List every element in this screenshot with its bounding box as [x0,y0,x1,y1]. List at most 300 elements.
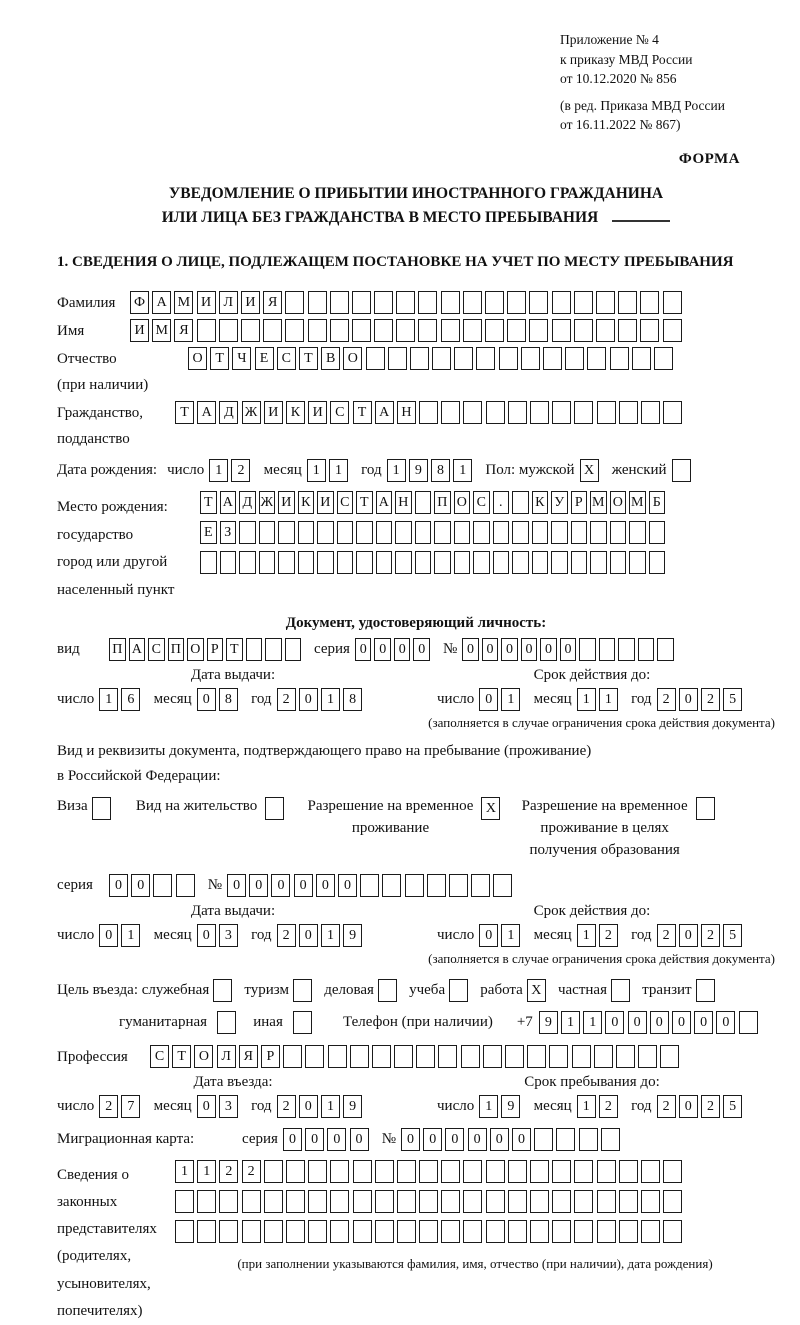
char-cell[interactable]: С [337,491,354,514]
char-cell[interactable] [579,638,596,661]
char-cell[interactable] [594,1045,613,1068]
char-cell[interactable]: Е [255,347,274,370]
char-cell[interactable] [153,874,172,897]
char-cell[interactable] [663,291,682,314]
char-cell[interactable]: 0 [299,1095,318,1118]
char-cell[interactable] [265,797,284,820]
purpose-study-checkbox[interactable] [449,979,471,1002]
char-cell[interactable]: Л [217,1045,236,1068]
purpose-work-checkbox[interactable] [527,979,549,1002]
char-cell[interactable]: 1 [321,688,340,711]
char-cell[interactable]: П [168,638,185,661]
char-cell[interactable] [619,401,638,424]
char-cell[interactable]: Н [395,491,412,514]
birth-day-cells[interactable] [209,459,253,482]
citizenship-cells[interactable] [175,401,685,424]
char-cell[interactable] [352,319,371,342]
doc-series-cells[interactable] [355,638,433,661]
purpose-transit-checkbox[interactable] [696,979,718,1002]
char-cell[interactable] [286,1160,305,1183]
char-cell[interactable]: 2 [277,1095,296,1118]
char-cell[interactable] [360,874,379,897]
char-cell[interactable]: 2 [277,688,296,711]
char-cell[interactable]: 0 [283,1128,302,1151]
char-cell[interactable]: 0 [299,924,318,947]
char-cell[interactable] [239,551,256,574]
char-cell[interactable] [356,551,373,574]
char-cell[interactable]: О [187,638,204,661]
residence-number-cells[interactable] [227,874,515,897]
char-cell[interactable] [463,1220,482,1243]
sex-male-checkbox[interactable] [580,459,602,482]
char-cell[interactable] [552,319,571,342]
char-cell[interactable] [305,1045,324,1068]
char-cell[interactable]: Я [239,1045,258,1068]
char-cell[interactable] [530,1190,549,1213]
char-cell[interactable]: Ж [242,401,261,424]
char-cell[interactable]: 0 [423,1128,442,1151]
char-cell[interactable]: 8 [431,459,450,482]
char-cell[interactable] [508,1190,527,1213]
char-cell[interactable]: Р [571,491,588,514]
char-cell[interactable]: К [286,401,305,424]
char-cell[interactable] [512,521,529,544]
char-cell[interactable] [397,1220,416,1243]
char-cell[interactable] [629,551,646,574]
char-cell[interactable]: Р [261,1045,280,1068]
char-cell[interactable]: Л [219,291,238,314]
char-cell[interactable]: 0 [679,1095,698,1118]
edu-permit-checkbox[interactable] [696,797,718,820]
purpose-other-checkbox[interactable] [293,1011,315,1034]
char-cell[interactable]: 0 [227,874,246,897]
char-cell[interactable] [476,347,495,370]
expiry-month-cells[interactable] [577,688,621,711]
char-cell[interactable]: К [532,491,549,514]
char-cell[interactable] [696,797,715,820]
char-cell[interactable] [463,1190,482,1213]
char-cell[interactable]: О [194,1045,213,1068]
char-cell[interactable] [543,347,562,370]
char-cell[interactable]: 0 [355,638,372,661]
char-cell[interactable] [286,1220,305,1243]
char-cell[interactable] [663,1220,682,1243]
char-cell[interactable] [308,1190,327,1213]
char-cell[interactable] [471,874,490,897]
char-cell[interactable] [92,797,111,820]
purpose-business-checkbox[interactable] [378,979,400,1002]
char-cell[interactable] [197,1190,216,1213]
char-cell[interactable] [534,1128,553,1151]
char-cell[interactable] [641,1190,660,1213]
char-cell[interactable]: 1 [321,1095,340,1118]
char-cell[interactable] [521,347,540,370]
char-cell[interactable] [220,551,237,574]
char-cell[interactable]: 0 [299,688,318,711]
char-cell[interactable] [529,291,548,314]
char-cell[interactable] [264,1190,283,1213]
char-cell[interactable]: 2 [701,688,720,711]
char-cell[interactable] [217,1011,236,1034]
char-cell[interactable] [175,1190,194,1213]
char-cell[interactable] [640,319,659,342]
char-cell[interactable] [337,551,354,574]
char-cell[interactable]: 8 [219,688,238,711]
char-cell[interactable]: 2 [657,1095,676,1118]
char-cell[interactable]: 0 [109,874,128,897]
char-cell[interactable] [463,291,482,314]
birth-year-cells[interactable] [387,459,476,482]
representatives-row2-cells[interactable] [175,1190,685,1213]
char-cell[interactable] [219,1220,238,1243]
char-cell[interactable] [352,291,371,314]
char-cell[interactable] [638,638,655,661]
purpose-official-checkbox[interactable] [213,979,235,1002]
char-cell[interactable]: И [317,491,334,514]
birth-place-row2-cells[interactable] [200,521,668,544]
char-cell[interactable]: Д [219,401,238,424]
char-cell[interactable] [308,291,327,314]
char-cell[interactable] [405,874,424,897]
char-cell[interactable] [530,1220,549,1243]
char-cell[interactable]: 0 [401,1128,420,1151]
char-cell[interactable] [308,1220,327,1243]
char-cell[interactable]: Т [172,1045,191,1068]
char-cell[interactable] [618,291,637,314]
char-cell[interactable] [397,1190,416,1213]
residence-expiry-day-cells[interactable] [479,924,523,947]
residence-series-cells[interactable] [109,874,198,897]
char-cell[interactable] [382,874,401,897]
char-cell[interactable]: 1 [197,1160,216,1183]
char-cell[interactable]: 0 [131,874,150,897]
char-cell[interactable]: И [130,319,149,342]
char-cell[interactable] [508,401,527,424]
char-cell[interactable] [395,551,412,574]
expiry-year-cells[interactable] [657,688,746,711]
residence-expiry-month-cells[interactable] [577,924,621,947]
doc-number-cells[interactable] [462,638,677,661]
char-cell[interactable] [619,1160,638,1183]
char-cell[interactable] [263,319,282,342]
char-cell[interactable] [597,1160,616,1183]
char-cell[interactable] [441,1190,460,1213]
char-cell[interactable] [197,1220,216,1243]
char-cell[interactable] [293,979,312,1002]
expiry-day-cells[interactable] [479,688,523,711]
char-cell[interactable] [353,1190,372,1213]
char-cell[interactable]: 0 [197,1095,216,1118]
residence-issue-day-cells[interactable] [99,924,143,947]
char-cell[interactable]: М [590,491,607,514]
char-cell[interactable]: 2 [657,688,676,711]
char-cell[interactable]: 2 [599,1095,618,1118]
char-cell[interactable] [242,1190,261,1213]
char-cell[interactable] [285,638,302,661]
char-cell[interactable] [641,1220,660,1243]
char-cell[interactable]: 0 [605,1011,624,1034]
residence-issue-year-cells[interactable] [277,924,366,947]
birth-place-row3-cells[interactable] [200,551,668,574]
char-cell[interactable] [597,1190,616,1213]
char-cell[interactable] [213,979,232,1002]
char-cell[interactable]: И [278,491,295,514]
char-cell[interactable]: 0 [540,638,557,661]
char-cell[interactable] [638,1045,657,1068]
char-cell[interactable] [375,1220,394,1243]
char-cell[interactable] [350,1045,369,1068]
char-cell[interactable] [308,319,327,342]
char-cell[interactable] [483,1045,502,1068]
char-cell[interactable] [286,1190,305,1213]
char-cell[interactable] [641,1160,660,1183]
char-cell[interactable] [416,1045,435,1068]
entry-month-cells[interactable] [197,1095,241,1118]
char-cell[interactable]: 0 [468,1128,487,1151]
char-cell[interactable] [571,551,588,574]
char-cell[interactable]: А [129,638,146,661]
char-cell[interactable] [499,347,518,370]
char-cell[interactable] [415,491,432,514]
char-cell[interactable] [596,319,615,342]
char-cell[interactable] [574,1190,593,1213]
char-cell[interactable] [454,521,471,544]
char-cell[interactable] [654,347,673,370]
char-cell[interactable]: 1 [99,688,118,711]
char-cell[interactable]: 1 [599,688,618,711]
char-cell[interactable]: 2 [219,1160,238,1183]
char-cell[interactable] [415,521,432,544]
char-cell[interactable]: 7 [121,1095,140,1118]
char-cell[interactable]: 1 [175,1160,194,1183]
char-cell[interactable] [175,1220,194,1243]
purpose-tourism-checkbox[interactable] [293,979,315,1002]
char-cell[interactable]: Т [210,347,229,370]
char-cell[interactable]: З [220,521,237,544]
char-cell[interactable]: 0 [197,924,216,947]
char-cell[interactable] [353,1160,372,1183]
char-cell[interactable]: 0 [249,874,268,897]
char-cell[interactable]: 0 [650,1011,669,1034]
char-cell[interactable]: И [308,401,327,424]
char-cell[interactable]: Т [200,491,217,514]
char-cell[interactable]: 0 [413,638,430,661]
char-cell[interactable] [508,1160,527,1183]
char-cell[interactable]: 0 [462,638,479,661]
char-cell[interactable] [512,491,529,514]
char-cell[interactable] [663,1190,682,1213]
char-cell[interactable] [264,1160,283,1183]
char-cell[interactable]: 0 [560,638,577,661]
char-cell[interactable] [574,1160,593,1183]
char-cell[interactable] [486,1160,505,1183]
stay-year-cells[interactable] [657,1095,746,1118]
char-cell[interactable]: Я [263,291,282,314]
char-cell[interactable]: С [148,638,165,661]
char-cell[interactable]: М [629,491,646,514]
char-cell[interactable]: 1 [479,1095,498,1118]
char-cell[interactable] [574,319,593,342]
sex-female-checkbox[interactable] [672,459,694,482]
char-cell[interactable] [463,319,482,342]
char-cell[interactable] [432,347,451,370]
entry-day-cells[interactable] [99,1095,143,1118]
char-cell[interactable]: Т [353,401,372,424]
char-cell[interactable] [419,1190,438,1213]
stay-day-cells[interactable] [479,1095,523,1118]
char-cell[interactable] [657,638,674,661]
char-cell[interactable]: 0 [716,1011,735,1034]
birth-month-cells[interactable] [307,459,351,482]
char-cell[interactable] [549,1045,568,1068]
char-cell[interactable]: 3 [219,924,238,947]
purpose-private-checkbox[interactable] [611,979,633,1002]
char-cell[interactable] [610,551,627,574]
char-cell[interactable] [410,347,429,370]
entry-year-cells[interactable] [277,1095,366,1118]
char-cell[interactable] [587,347,606,370]
char-cell[interactable] [672,459,691,482]
char-cell[interactable]: 0 [482,638,499,661]
char-cell[interactable] [372,1045,391,1068]
char-cell[interactable] [616,1045,635,1068]
char-cell[interactable] [374,291,393,314]
patronymic-cells[interactable] [188,347,676,370]
char-cell[interactable]: О [188,347,207,370]
char-cell[interactable] [438,1045,457,1068]
char-cell[interactable] [527,1045,546,1068]
char-cell[interactable]: 0 [316,874,335,897]
char-cell[interactable] [449,874,468,897]
char-cell[interactable]: 0 [672,1011,691,1034]
char-cell[interactable]: X [481,797,500,820]
char-cell[interactable] [552,1160,571,1183]
birth-place-row1-cells[interactable] [200,491,668,514]
char-cell[interactable] [572,1045,591,1068]
char-cell[interactable]: 2 [242,1160,261,1183]
char-cell[interactable] [649,551,666,574]
issue-month-cells[interactable] [197,688,241,711]
char-cell[interactable]: 0 [679,688,698,711]
char-cell[interactable] [246,638,263,661]
char-cell[interactable] [663,319,682,342]
char-cell[interactable] [486,401,505,424]
char-cell[interactable]: 0 [394,638,411,661]
char-cell[interactable] [574,401,593,424]
char-cell[interactable] [565,347,584,370]
char-cell[interactable] [663,1160,682,1183]
char-cell[interactable] [374,319,393,342]
migration-series-cells[interactable] [283,1128,372,1151]
char-cell[interactable] [197,319,216,342]
char-cell[interactable] [552,291,571,314]
char-cell[interactable]: А [220,491,237,514]
char-cell[interactable] [317,551,334,574]
char-cell[interactable]: 0 [374,638,391,661]
char-cell[interactable]: С [150,1045,169,1068]
char-cell[interactable]: С [473,491,490,514]
char-cell[interactable]: 6 [121,688,140,711]
char-cell[interactable] [611,979,630,1002]
char-cell[interactable] [375,1160,394,1183]
char-cell[interactable] [441,1160,460,1183]
char-cell[interactable] [419,401,438,424]
char-cell[interactable] [574,291,593,314]
char-cell[interactable] [259,551,276,574]
char-cell[interactable] [454,551,471,574]
char-cell[interactable] [632,347,651,370]
char-cell[interactable] [473,551,490,574]
char-cell[interactable]: 1 [121,924,140,947]
char-cell[interactable] [552,401,571,424]
char-cell[interactable]: Ф [130,291,149,314]
char-cell[interactable]: М [174,291,193,314]
char-cell[interactable]: Р [207,638,224,661]
char-cell[interactable] [415,551,432,574]
purpose-humanitarian-checkbox[interactable] [217,1011,239,1034]
char-cell[interactable] [493,874,512,897]
profession-cells[interactable] [150,1045,683,1068]
char-cell[interactable] [579,1128,598,1151]
char-cell[interactable] [640,291,659,314]
char-cell[interactable] [485,291,504,314]
char-cell[interactable] [376,521,393,544]
char-cell[interactable] [397,1160,416,1183]
char-cell[interactable] [219,319,238,342]
char-cell[interactable] [508,1220,527,1243]
char-cell[interactable] [278,521,295,544]
char-cell[interactable]: . [493,491,510,514]
residence-expiry-year-cells[interactable] [657,924,746,947]
char-cell[interactable] [285,291,304,314]
char-cell[interactable] [590,551,607,574]
char-cell[interactable] [619,1190,638,1213]
char-cell[interactable] [556,1128,575,1151]
doc-kind-cells[interactable] [109,638,304,661]
char-cell[interactable]: У [551,491,568,514]
char-cell[interactable]: 5 [723,688,742,711]
char-cell[interactable]: Н [397,401,416,424]
char-cell[interactable] [461,1045,480,1068]
char-cell[interactable] [473,521,490,544]
char-cell[interactable]: 5 [723,1095,742,1118]
char-cell[interactable] [610,521,627,544]
char-cell[interactable] [629,521,646,544]
char-cell[interactable]: 1 [307,459,326,482]
temp-permit-checkbox[interactable] [481,797,503,820]
char-cell[interactable]: О [343,347,362,370]
char-cell[interactable] [337,521,354,544]
char-cell[interactable] [505,1045,524,1068]
char-cell[interactable] [493,521,510,544]
residence-issue-month-cells[interactable] [197,924,241,947]
char-cell[interactable]: О [454,491,471,514]
char-cell[interactable] [449,979,468,1002]
char-cell[interactable] [590,521,607,544]
issue-day-cells[interactable] [99,688,143,711]
char-cell[interactable]: И [241,291,260,314]
char-cell[interactable]: Т [175,401,194,424]
char-cell[interactable]: П [434,491,451,514]
char-cell[interactable]: 9 [343,1095,362,1118]
char-cell[interactable] [278,551,295,574]
char-cell[interactable]: Т [356,491,373,514]
char-cell[interactable]: 1 [501,924,520,947]
char-cell[interactable] [530,1160,549,1183]
char-cell[interactable]: 2 [657,924,676,947]
char-cell[interactable]: 9 [343,924,362,947]
char-cell[interactable] [353,1220,372,1243]
